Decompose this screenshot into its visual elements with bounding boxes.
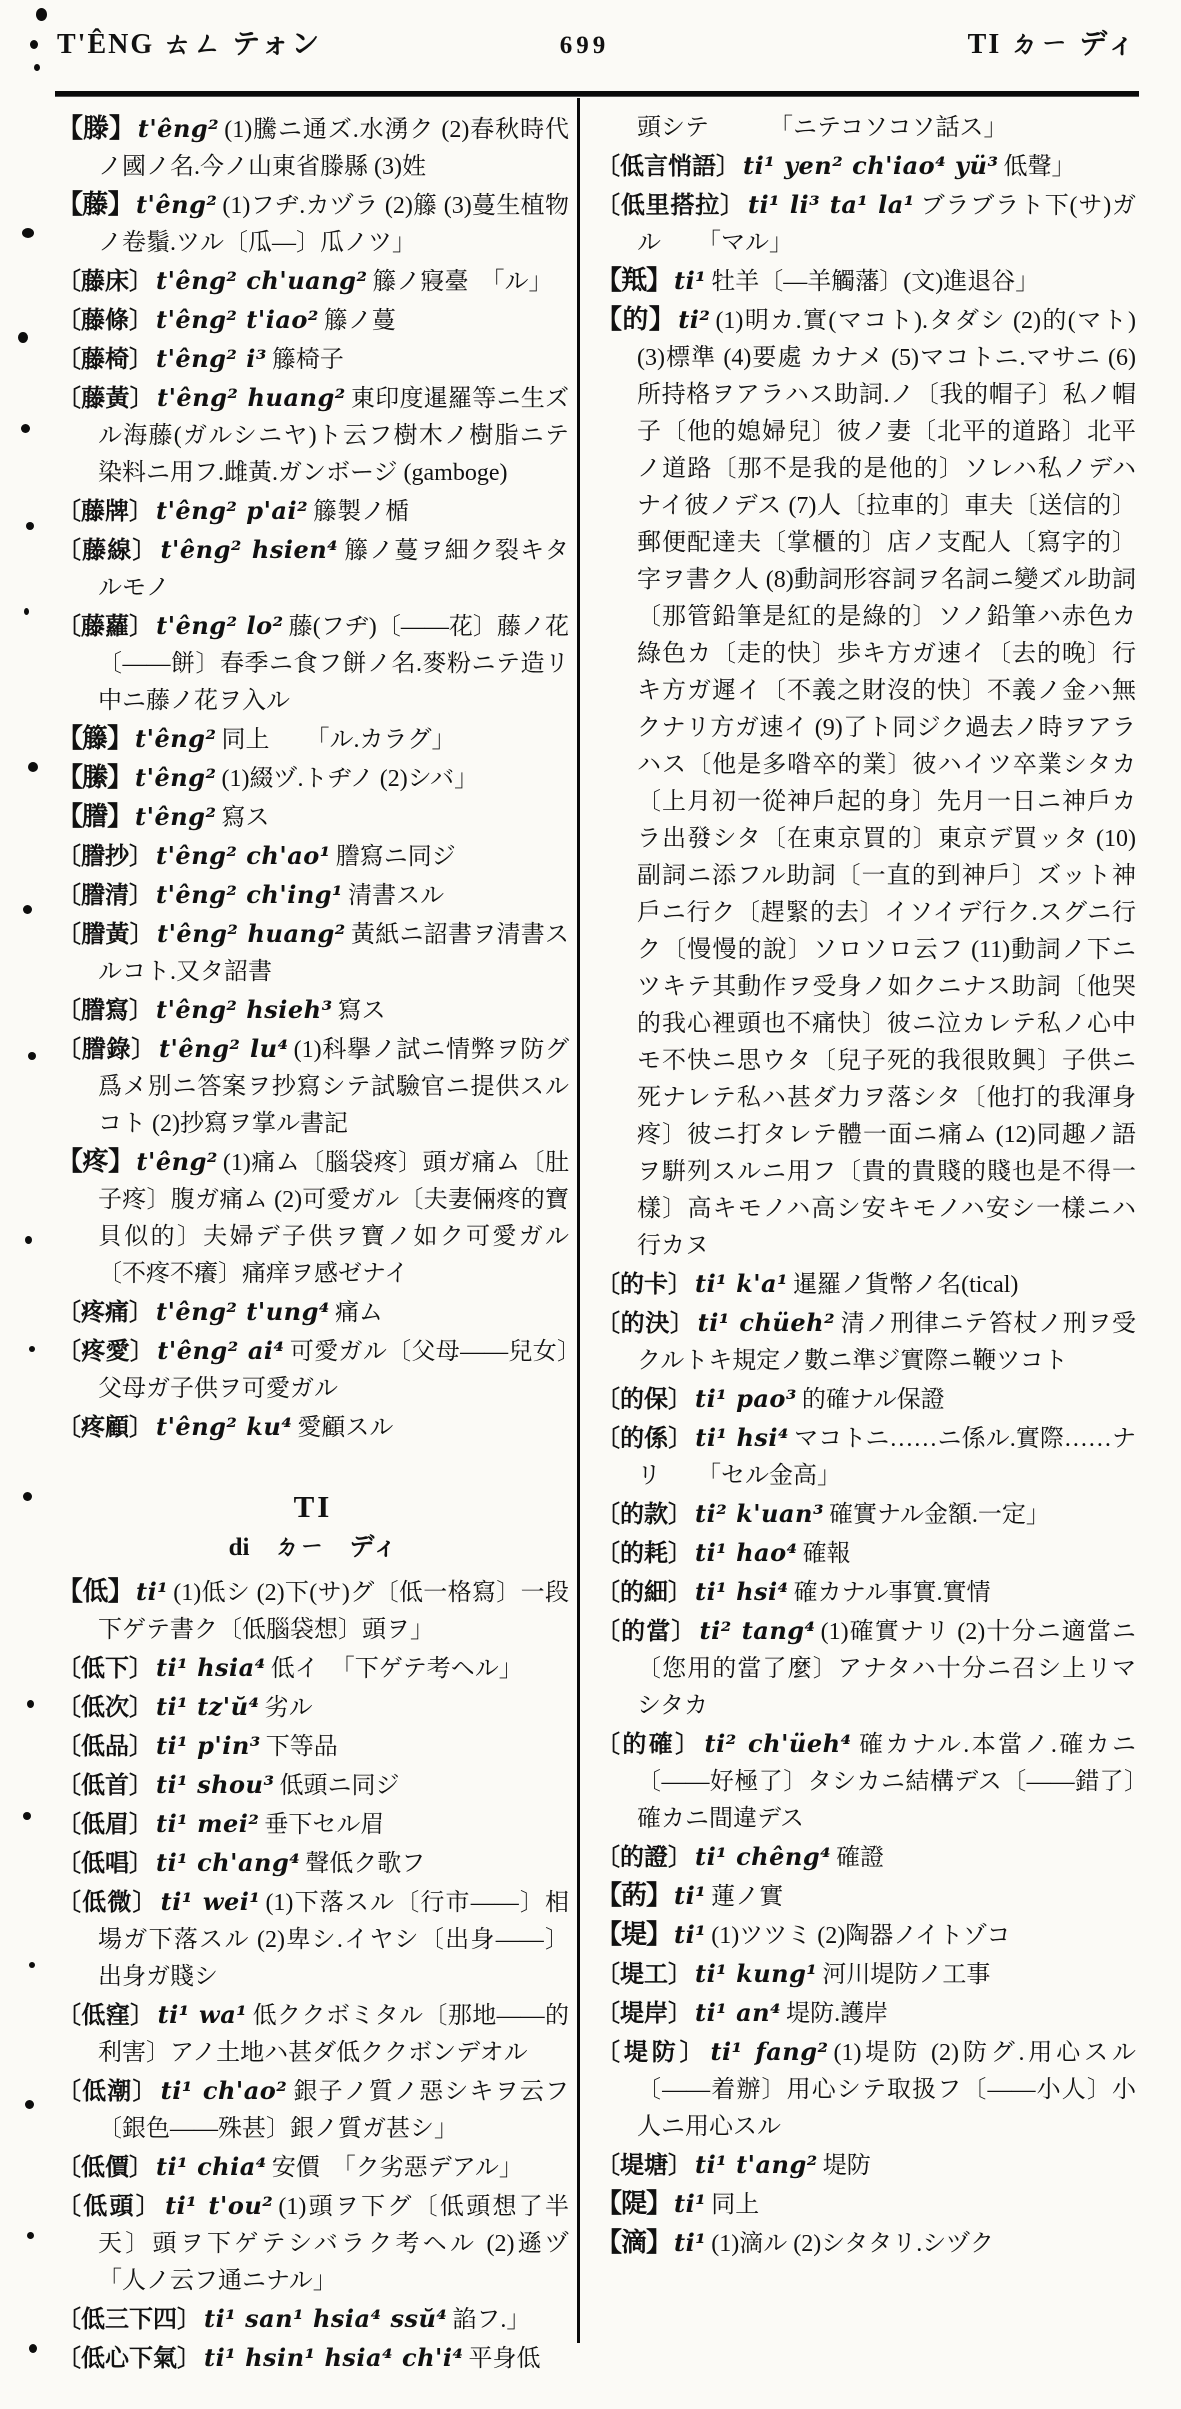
- dictionary-entry: [596, 2224, 1136, 2263]
- dictionary-entry: [57, 798, 569, 837]
- entry-headword: 【低】: [57, 1577, 134, 1606]
- entry-definition: (1)明カ.實(マコト).タダシ (2)的(マト) (3)標準 (4)要處 カナメ (5)マコトニ.マサニ (6)所持格ヲアラハス助詞.ノ〔我的帽子〕私ノ帽子〔他的媳婦兒〕彼ノ妻〔北平的道路〕北平ノ道路〔那不是我的是他的〕ソレハ私ノデハナイ彼ノデス (7)人〔拉車的〕車夫〔送信的〕郵便配達夫〔掌櫃的〕店ノ支配人〔寫字的〕字ヲ書ク人 (8)動詞形容詞ヲ名詞ニ變ズル助詞〔那管鉛筆是紅的是綠的〕ソノ鉛筆ハ赤色カ綠色カ〔走的快〕歩キ方ガ速イ〔去的晚〕行キ方ガ遲イ〔不義之財沒的快〕不義ノ金ハ無クナリ方ガ速イ (9)了ト同ジク過去ノ時ヲアラハス〔他是多喒卒的業〕彼ハイツ卒業シタカ〔上月初一從神戶起的身〕先月一日ニ神戶カラ出發シタ〔在東京買的〕東京デ買ッタ (10)副詞ニ添フル助詞〔一直的到神戶〕ズット神戶ニ行ク〔趕緊的去〕イソイデ行ク.スグニ行ク〔慢慢的說〕ソロソロ云フ (11)動詞ノ下ニツキテ其動作ヲ受身ノ如クニナス助詞〔他哭的我心裡頭也不痛快〕彼ニ泣カレテ私ノ心中モ不快ニ思ウタ〔兒子死的我很敗興〕子供ニ死ナレテ私ハ甚ダ力ヲ落シタ〔他打的我渾身疼〕彼ニ打タレテ體一面ニ痛ム (12)同趣ノ語ヲ騈列スルニ用フ〔貴的貴賤的賤也是不得一樣〕高キモノハ高シ安キモノハ安シ一樣ニハ行カヌ: [637, 308, 1136, 1259]
- dictionary-entry: [596, 1573, 1136, 1612]
- entry-definition: 河川堤防ノ工事: [822, 1962, 991, 1988]
- entry-romanization: ti¹: [674, 1920, 707, 1949]
- entry-headword: 〔的決〕: [596, 1311, 695, 1337]
- ink-speck: [27, 1700, 34, 1708]
- entry-headword: 〔低品〕: [57, 1734, 153, 1760]
- entry-headword: 【謄】: [57, 802, 133, 831]
- entry-definition: 清ノ刑律ニテ笞杖ノ刑ヲ受クルトキ規定ノ數ニ準ジ實際ニ鞭ツコト: [637, 1311, 1137, 1374]
- entry-definition: 銀子ノ質ノ惡シキヲ云フ〔銀色——殊甚〕銀ノ質ガ甚シ」: [98, 2079, 569, 2142]
- ink-speck: [23, 905, 32, 914]
- dictionary-entry: [57, 2072, 569, 2148]
- entry-definition: di ㄉㄧ ディ: [228, 1534, 398, 1561]
- entry-romanization: ti¹ hsin¹ hsia⁴ ch'i⁴: [204, 2343, 464, 2372]
- ink-speck: [29, 1346, 35, 1352]
- entry-definition: (1)堤防 (2)防グ.用心スル〔——着辦〕用心シテ取扱フ〔——小人〕小人ニ用心スル: [637, 2040, 1137, 2140]
- entry-romanization: ti¹ san¹ hsia⁴ ssŭ⁴: [204, 2304, 448, 2333]
- entry-romanization: ti¹ k'a¹: [695, 1269, 789, 1298]
- running-head-left: T'ÊNG ㄊㄥ テォン: [57, 29, 322, 60]
- dictionary-entry: [57, 110, 569, 186]
- entry-romanization: ti¹ t'ou²: [165, 2191, 274, 2220]
- entry-headword: 〔低頭〕: [57, 2194, 163, 2220]
- entry-headword: 【羝】: [596, 266, 672, 295]
- entry-romanization: t'êng²: [135, 802, 217, 831]
- entry-romanization: ti¹ chia⁴: [156, 2152, 267, 2181]
- entry-headword: 【菂】: [596, 1881, 672, 1910]
- entry-romanization: ti¹ t'ang²: [695, 2150, 818, 2179]
- entry-romanization: ti¹ chüeh²: [697, 1308, 836, 1337]
- dictionary-entry: [57, 876, 569, 915]
- entry-headword: 〔堤防〕: [596, 2040, 708, 2066]
- entry-romanization: t'êng² i³: [156, 344, 267, 373]
- entry-definition: 聲低ク歌フ: [305, 1851, 426, 1877]
- entry-headword: 〔堤塘〕: [596, 2153, 692, 2179]
- ink-speck: [18, 332, 28, 343]
- entry-headword: 〔低唱〕: [57, 1851, 153, 1877]
- dictionary-entry: [596, 1419, 1136, 1495]
- dictionary-entry: [596, 1838, 1136, 1877]
- entry-definition: (1)綴ヅ.トヂノ (2)シバ」: [221, 766, 479, 792]
- dictionary-entry: [57, 1649, 569, 1688]
- entry-definition: 堤防.護岸: [786, 2001, 889, 2027]
- entry-headword: 〔低里搭拉〕: [596, 193, 745, 219]
- dictionary-entry: [57, 262, 569, 301]
- entry-romanization: ti¹: [674, 2189, 707, 2218]
- dictionary-entry: [57, 1030, 569, 1143]
- dictionary-entry: [596, 301, 1136, 1265]
- entry-romanization: t'êng² lu⁴: [158, 1034, 289, 1063]
- entry-romanization: ti² tang⁴: [699, 1616, 816, 1645]
- entry-romanization: t'êng²: [137, 114, 220, 143]
- dictionary-entry: [596, 186, 1136, 262]
- column-right: [596, 110, 1136, 2263]
- entry-headword: 〔的細〕: [596, 1580, 692, 1606]
- entry-romanization: ti¹ ch'ang⁴: [156, 1848, 301, 1877]
- entry-definition: 確報: [802, 1541, 851, 1567]
- entry-headword: 【堤】: [596, 1920, 672, 1949]
- entry-headword: 【滕】: [57, 114, 135, 143]
- entry-definition: 低聲」: [1003, 154, 1076, 180]
- ink-speck: [23, 1812, 31, 1820]
- entry-definition: (1)フヂ.カヅラ (2)籐 (3)蔓生植物ノ卷鬚.ツル〔瓜—〕瓜ノツ」: [98, 193, 569, 256]
- dictionary-entry: [57, 1527, 569, 1569]
- running-head-right: TI ㄉㄧ ディ: [967, 29, 1137, 60]
- entry-definition: 可愛ガル〔父母——兒女〕父母ガ子供ヲ可愛ガル: [98, 1339, 570, 1402]
- entry-definition: 諂フ.」: [452, 2307, 531, 2333]
- page-header: [57, 22, 1137, 62]
- entry-headword: 〔謄寫〕: [57, 998, 153, 1024]
- entry-romanization: ti¹ hao⁴: [695, 1538, 798, 1567]
- entry-definition: 確カナル事實.實情: [793, 1580, 991, 1606]
- dictionary-entry: [57, 2339, 569, 2378]
- dictionary-entry: [596, 1304, 1136, 1380]
- entry-romanization: ti¹ yen² ch'iao⁴ yü³: [743, 151, 999, 180]
- dictionary-entry: [596, 1265, 1136, 1304]
- entry-headword: 〔藤床〕: [57, 269, 153, 295]
- entry-definition: (1)頭ヲ下グ〔低頭想了半天〕頭ヲ下ゲテシバラク考ヘル (2)遜ヅ 「人ノ云フ通ニナル」: [98, 2194, 593, 2294]
- entry-headword: 〔的當〕: [596, 1619, 697, 1645]
- entry-definition: 安價 「ク劣惡デアル」: [271, 2155, 523, 2181]
- entry-romanization: t'êng² ai⁴: [157, 1336, 285, 1365]
- dictionary-entry: [57, 1487, 569, 1527]
- ink-speck: [36, 8, 47, 21]
- entry-headword: 〔低言悄語〕: [596, 154, 740, 180]
- entry-headword: 【滴】: [596, 2228, 672, 2257]
- ink-speck: [27, 2232, 34, 2239]
- ink-speck: [28, 762, 38, 772]
- entry-headword: 〔低三下四〕: [57, 2307, 201, 2333]
- entry-headword: 〔的卡〕: [596, 1272, 692, 1298]
- dictionary-entry: [596, 1380, 1136, 1419]
- entry-headword: 〔低潮〕: [57, 2079, 158, 2105]
- dictionary-entry: [57, 1332, 569, 1408]
- entry-definition: 同上: [711, 2192, 760, 2218]
- entry-definition: 籐製ノ楯: [313, 499, 410, 525]
- entry-headword: 〔藤椅〕: [57, 347, 153, 373]
- ink-speck: [21, 424, 30, 433]
- dictionary-entry: [596, 147, 1136, 186]
- ink-speck: [26, 522, 34, 530]
- dictionary-entry: [57, 2187, 593, 2300]
- dictionary-entry: [57, 1143, 569, 1293]
- dictionary-entry: [596, 1955, 1136, 1994]
- dictionary-entry: [57, 1766, 569, 1805]
- entry-romanization: t'êng²: [136, 1147, 218, 1176]
- dictionary-entry: [57, 1688, 569, 1727]
- entry-definition: 下等品: [265, 1734, 338, 1760]
- entry-definition: 蓮ノ實: [711, 1884, 784, 1910]
- dictionary-entry: [57, 607, 569, 720]
- entry-definition: 痛ム: [334, 1300, 383, 1326]
- entry-romanization: ti² k'uan³: [695, 1499, 825, 1528]
- entry-romanization: ti² ch'üeh⁴: [704, 1729, 852, 1758]
- entry-definition: (1)騰ニ通ズ.水湧ク (2)春秋時代ノ國ノ名.今ノ山東省滕縣 (3)姓: [98, 117, 569, 180]
- entry-romanization: ti¹ wa¹: [157, 2000, 248, 2029]
- dictionary-entry: [57, 186, 569, 262]
- entry-definition: 籐ノ寢臺 「ル」: [372, 269, 553, 295]
- entry-headword: 〔低微〕: [57, 1890, 158, 1916]
- dictionary-entry: [57, 2300, 569, 2339]
- entry-romanization: t'êng² ch'ing¹: [156, 880, 344, 909]
- entry-headword: 〔疼顧〕: [57, 1415, 153, 1441]
- entry-definition: 確實ナル金額.一定」: [829, 1502, 1050, 1528]
- column-left: [57, 110, 593, 2378]
- entry-headword: 〔藤黃〕: [57, 386, 154, 412]
- entry-romanization: t'êng²: [135, 190, 218, 219]
- entry-definition: 垂下セル眉: [264, 1812, 385, 1838]
- entry-headword: 〔低窪〕: [57, 2003, 155, 2029]
- entry-headword: 〔的保〕: [596, 1387, 692, 1413]
- dictionary-entry: [596, 110, 1136, 147]
- entry-definition: 寫ス: [337, 998, 386, 1024]
- entry-definition: (1)低シ (2)下(サ)グ〔低一格寫〕一段下ゲテ書ク〔低腦袋想〕頭ヲ」: [98, 1580, 569, 1643]
- entry-romanization: t'êng²: [135, 724, 217, 753]
- entry-headword: 【疼】: [57, 1147, 134, 1176]
- entry-romanization: t'êng² ch'uang²: [156, 266, 368, 295]
- page-number: 699: [559, 32, 610, 59]
- entry-romanization: ti¹: [674, 1881, 707, 1910]
- dictionary-entry: [596, 262, 1136, 301]
- entry-headword: 〔低心下氣〕: [57, 2346, 201, 2372]
- entry-definition: 牡羊〔—羊觸藩〕(文)進退谷」: [711, 269, 1040, 295]
- entry-romanization: ti¹ kung¹: [695, 1959, 818, 1988]
- entry-headword: 〔藤條〕: [57, 308, 153, 334]
- entry-romanization: t'êng² lo²: [156, 611, 284, 640]
- ink-speck: [30, 40, 38, 49]
- dictionary-entry: [57, 837, 569, 876]
- entry-definition: 寫ス: [221, 805, 270, 831]
- entry-definition: (1)下落スル〔行市——〕相場ガ下落スル (2)卑シ.イヤシ〔出身——〕出身ガ賤シ: [98, 1890, 570, 1990]
- entry-definition: 低イ 「下ゲテ考ヘル」: [270, 1656, 523, 1682]
- ink-speck: [23, 1492, 32, 1501]
- entry-definition: 東印度暹羅等ニ生ズル海藤(ガルシニヤ)ト云フ樹木ノ樹脂ニテ染料ニ用フ.雌黃.ガンボージ (gamboge): [98, 386, 569, 486]
- dictionary-entry: [57, 2148, 569, 2187]
- entry-headword: 〔疼愛〕: [57, 1339, 155, 1365]
- entry-romanization: ti¹ hsi⁴: [695, 1423, 790, 1452]
- entry-headword: 【的】: [596, 305, 676, 334]
- entry-headword: 〔的係〕: [596, 1426, 693, 1452]
- dictionary-entry: [57, 492, 569, 531]
- entry-definition: 頭シテ 「ニテコソコソ話ス」: [637, 115, 1008, 141]
- dictionary-entry: [57, 531, 569, 607]
- entry-headword: 〔低下〕: [57, 1656, 153, 1682]
- entry-romanization: ti²: [678, 305, 711, 334]
- entry-definition: 籐ノ蔓: [323, 308, 396, 334]
- dictionary-entry: [596, 1877, 1136, 1916]
- ink-speck: [22, 228, 34, 238]
- entry-definition: 籐ノ蔓ヲ細ク裂キタルモノ: [98, 538, 570, 601]
- dictionary-entry: [596, 1916, 1136, 1955]
- entry-headword: 〔低眉〕: [57, 1812, 153, 1838]
- entry-romanization: ti¹ hsia⁴: [156, 1653, 266, 1682]
- entry-definition: (1)ツツミ (2)陶器ノイトゾコ: [711, 1923, 1011, 1949]
- ink-speck: [25, 2100, 34, 2109]
- entry-definition: 確カナル.本當ノ.確カニ〔——好極了〕タシカニ結構デス〔——錯了〕確カニ間違デス: [637, 1732, 1136, 1832]
- dictionary-entry: [596, 2033, 1136, 2146]
- dictionary-entry: [596, 1495, 1136, 1534]
- dictionary-entry: [57, 1883, 569, 1996]
- entry-headword: 〔低首〕: [57, 1773, 153, 1799]
- entry-romanization: ti¹ pao³: [695, 1384, 797, 1413]
- entry-romanization: t'êng² huang²: [157, 919, 346, 948]
- entry-romanization: t'êng² t'ung⁴: [156, 1297, 330, 1326]
- entry-definition: 平身低: [468, 2346, 541, 2372]
- entry-definition: 低ククボミタル〔那地——的利害〕アノ土地ハ甚ダ低ククボンデオル: [98, 2003, 569, 2066]
- entry-romanization: t'êng²: [135, 763, 217, 792]
- entry-romanization: ti¹ wei¹: [160, 1887, 261, 1916]
- entry-romanization: ti¹ fang²: [710, 2037, 829, 2066]
- dictionary-entry: [596, 1725, 1136, 1838]
- dictionary-entry: [596, 1534, 1136, 1573]
- entry-headword: 【縢】: [57, 763, 133, 792]
- dictionary-entry: [57, 991, 569, 1030]
- dictionary-entry: [57, 1573, 569, 1649]
- entry-definition: 劣ル: [264, 1695, 313, 1721]
- entry-headword: 〔藤牌〕: [57, 499, 153, 525]
- ink-speck: [29, 2344, 37, 2353]
- dictionary-entry: [596, 1994, 1136, 2033]
- entry-headword: 〔謄黃〕: [57, 922, 154, 948]
- entry-romanization: ti¹ li³ ta¹ la¹: [747, 190, 915, 219]
- dictionary-entry: [57, 759, 569, 798]
- entry-headword: 〔的款〕: [596, 1502, 692, 1528]
- entry-definition: (1)科擧ノ試ニ情弊ヲ防グ爲メ別ニ答案ヲ抄寫シテ試驗官ニ提供スルコト (2)抄寫ヲ掌ル書記: [98, 1037, 569, 1137]
- entry-definition: 同上 「ル.カラグ」: [221, 727, 456, 753]
- entry-definition: 的確ナル保證: [801, 1387, 945, 1413]
- entry-romanization: t'êng² hsien⁴: [160, 535, 339, 564]
- dictionary-entry: [596, 1612, 1136, 1725]
- entry-headword: 〔低價〕: [57, 2155, 153, 2181]
- entry-romanization: ti¹ hsi⁴: [695, 1577, 789, 1606]
- ink-speck: [29, 1962, 35, 1968]
- ink-speck: [28, 1052, 36, 1060]
- entry-romanization: ti¹ an⁴: [695, 1998, 782, 2027]
- dictionary-entry: [57, 1408, 569, 1447]
- column-divider-rule: [577, 98, 580, 2343]
- entry-romanization: ti¹: [136, 1577, 169, 1606]
- entry-definition: (1)痛ム〔腦袋疼〕頭ガ痛ム〔肚子疼〕腹ガ痛ム (2)可愛ガル〔夫妻倆疼的寶貝似的〕夫婦デ子供ヲ寶ノ如ク可愛ガル〔不疼不癢〕痛痒ヲ感ゼナイ: [98, 1150, 569, 1287]
- entry-definition: 清書スル: [348, 883, 445, 909]
- entry-romanization: t'êng² p'ai²: [156, 496, 309, 525]
- dictionary-entry: [57, 1805, 569, 1844]
- entry-headword: 〔藤蘿〕: [57, 614, 154, 640]
- entry-definition: 堤防: [822, 2153, 871, 2179]
- ink-speck: [34, 64, 40, 71]
- dictionary-entry: [596, 2185, 1136, 2224]
- entry-headword: 【隄】: [596, 2189, 672, 2218]
- dictionary-entry: [57, 1996, 569, 2072]
- entry-headword: 【籐】: [57, 724, 133, 753]
- entry-definition: 黃紙ニ詔書ヲ清書スルコト.又タ詔書: [98, 922, 569, 985]
- entry-romanization: t'êng² hsieh³: [156, 995, 333, 1024]
- entry-romanization: ti¹ p'in³: [156, 1731, 261, 1760]
- entry-headword: 〔的耗〕: [596, 1541, 692, 1567]
- dictionary-entry: [57, 915, 569, 991]
- entry-romanization: ti¹ ch'ao²: [160, 2076, 288, 2105]
- entry-romanization: t'êng² ku⁴: [156, 1412, 293, 1441]
- entry-definition: 低頭ニ同ジ: [279, 1773, 400, 1799]
- entry-headword: 〔的證〕: [596, 1845, 692, 1871]
- entry-headword: 〔的確〕: [596, 1732, 702, 1758]
- dictionary-entry: [57, 1293, 569, 1332]
- entry-headword: 【藤】: [57, 190, 133, 219]
- header-rule: [55, 91, 1139, 97]
- entry-definition: マコトニ……ニ係ル.實際……ナリ 「セル金高」: [637, 1426, 1136, 1489]
- entry-romanization: t'êng² ch'ao¹: [156, 841, 331, 870]
- entry-definition: (1)確實ナリ (2)十分ニ適當ニ〔您用的當了麼〕アナタハ十分ニ召シ上リマシタカ: [637, 1619, 1137, 1719]
- entry-headword: 〔謄抄〕: [57, 844, 153, 870]
- entry-romanization: ti¹ tz'ŭ⁴: [156, 1692, 260, 1721]
- entry-definition: 確證: [836, 1845, 885, 1871]
- dictionary-entry: [57, 720, 569, 759]
- entry-headword: 〔疼痛〕: [57, 1300, 153, 1326]
- dictionary-entry: [57, 340, 569, 379]
- entry-headword: 〔謄錄〕: [57, 1037, 156, 1063]
- entry-headword: 〔堤工〕: [596, 1962, 692, 1988]
- entry-romanization: t'êng² t'iao²: [156, 305, 319, 334]
- entry-definition: 謄寫ニ同ジ: [335, 844, 456, 870]
- entry-headword: 〔堤岸〕: [596, 2001, 692, 2027]
- dictionary-entry: [57, 379, 569, 492]
- entry-romanization: ti¹: [674, 2228, 707, 2257]
- ink-speck: [24, 608, 29, 615]
- entry-definition: 暹羅ノ貨幣ノ名(tical): [793, 1272, 1019, 1298]
- entry-definition: ブラブラト下(サ)ガル 「マル」: [637, 193, 1137, 256]
- entry-headword: 〔低次〕: [57, 1695, 153, 1721]
- entry-romanization: t'êng² huang²: [157, 383, 346, 412]
- ink-speck: [25, 1236, 32, 1244]
- entry-definition: (1)滴ル (2)シタタリ.シヅク: [711, 2231, 995, 2257]
- dictionary-entry: [596, 2146, 1136, 2185]
- entry-definition: 藤(フヂ)〔——花〕藤ノ花〔——餅〕春季ニ食フ餅ノ名.麥粉ニテ造リ中ニ藤ノ花ヲ入ル: [98, 614, 570, 714]
- entry-romanization: ti¹: [674, 266, 707, 295]
- dictionary-entry: [57, 1727, 569, 1766]
- entry-romanization: ti¹ shou³: [156, 1770, 275, 1799]
- entry-definition: TI: [293, 1489, 333, 1524]
- entry-definition: 愛顧スル: [297, 1415, 394, 1441]
- dictionary-entry: [57, 1844, 569, 1883]
- entry-romanization: ti¹ mei²: [156, 1809, 260, 1838]
- entry-romanization: ti¹ chêng⁴: [695, 1842, 832, 1871]
- entry-headword: 〔藤線〕: [57, 538, 158, 564]
- entry-definition: 籐椅子: [271, 347, 344, 373]
- dictionary-entry: [57, 301, 569, 340]
- entry-headword: 〔謄清〕: [57, 883, 153, 909]
